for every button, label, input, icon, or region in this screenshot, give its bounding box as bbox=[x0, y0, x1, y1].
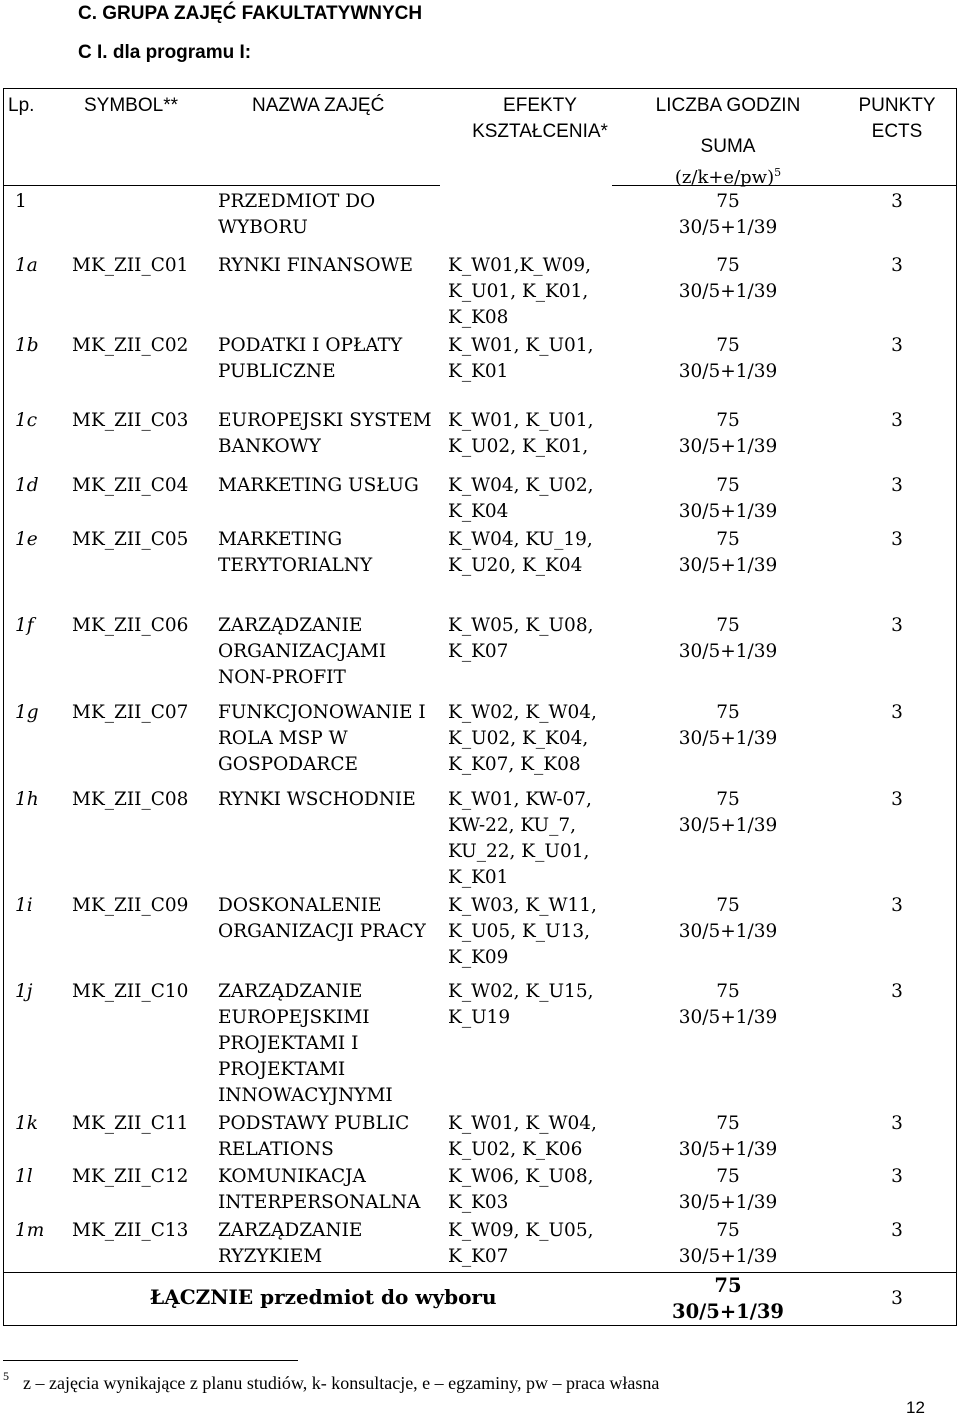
header-sum: SUMA bbox=[700, 136, 756, 157]
total-label: ŁĄCZNIE przedmiot do wyboru bbox=[150, 1285, 497, 1309]
row-effects: K_W01, KW-07, KW-22, KU_7, KU_22, K_U01, K_K01 bbox=[448, 789, 592, 888]
row-effects: K_W01, K_U01, K_K01 bbox=[448, 335, 594, 382]
row-name: RYNKI FINANSOWE bbox=[218, 255, 414, 276]
row-name: PODATKI I OPŁATY PUBLICZNE bbox=[218, 335, 403, 382]
row-effects: K_W01, K_U01, K_U02, K_K01, bbox=[448, 410, 594, 457]
row-symbol: MK_ZII_C09 bbox=[72, 895, 189, 916]
row-symbol: MK_ZII_C08 bbox=[72, 789, 189, 810]
row-hours: 75 30/5+1/39 bbox=[678, 1166, 778, 1213]
row-effects: K_W02, K_W04, K_U02, K_K04, K_K07, K_K08 bbox=[448, 702, 597, 775]
section-heading: C. GRUPA ZAJĘĆ FAKULTATYWNYCH bbox=[78, 3, 423, 24]
header-lp: Lp. bbox=[8, 95, 35, 116]
total-ects: 3 bbox=[891, 1288, 903, 1309]
footnote-separator bbox=[3, 1360, 298, 1361]
row-lp: 1m bbox=[15, 1220, 45, 1241]
row-ects: 3 bbox=[891, 981, 903, 1002]
row-ects: 3 bbox=[891, 475, 903, 496]
row-name: DOSKONALENIE ORGANIZACJI PRACY bbox=[218, 895, 426, 942]
row-hours: 75 30/5+1/39 bbox=[678, 702, 778, 749]
header-sum-sub: $(z/k+e/pw)^5$ bbox=[674, 166, 782, 188]
row-lp: 1i bbox=[15, 895, 33, 916]
header-effects: EFEKTY KSZTAŁCENIA* bbox=[472, 95, 608, 142]
row-hours: 75 30/5+1/39 bbox=[678, 255, 778, 302]
footnote: $^5$ z – zajęcia wynikające z planu studiów, k- konsultacje, e – egzaminy, pw – praca własna bbox=[3, 1369, 660, 1393]
row-lp: 1k bbox=[15, 1113, 38, 1134]
row-ects: 3 bbox=[891, 410, 903, 431]
row-symbol: MK_ZII_C12 bbox=[72, 1166, 189, 1187]
row-symbol: MK_ZII_C04 bbox=[72, 475, 189, 496]
row-symbol: MK_ZII_C10 bbox=[72, 981, 189, 1002]
row-ects: 3 bbox=[891, 1220, 903, 1241]
row-symbol: MK_ZII_C11 bbox=[72, 1113, 189, 1134]
row-hours: 75 30/5+1/39 bbox=[678, 475, 778, 522]
row-name: EUROPEJSKI SYSTEM BANKOWY bbox=[218, 410, 432, 457]
row-symbol: MK_ZII_C02 bbox=[72, 335, 189, 356]
header-ects: PUNKTY ECTS bbox=[858, 95, 936, 142]
page-number: 12 bbox=[906, 1398, 925, 1417]
row-hours: 75 30/5+1/39 bbox=[678, 615, 778, 662]
row-ects: 3 bbox=[891, 615, 903, 636]
row-ects: 3 bbox=[891, 1113, 903, 1134]
subsection-heading: C I. dla programu I: bbox=[78, 42, 252, 63]
row-name: ZARZĄDZANIE RYZYKIEM bbox=[218, 1220, 363, 1267]
row-lp: 1d bbox=[15, 475, 39, 496]
row-effects: K_W06, K_U08, K_K03 bbox=[448, 1166, 594, 1213]
header-name: NAZWA ZAJĘĆ bbox=[252, 95, 385, 116]
row-symbol: MK_ZII_C07 bbox=[72, 702, 189, 723]
row-hours: 75 30/5+1/39 bbox=[678, 981, 778, 1028]
row-ects: 3 bbox=[891, 1166, 903, 1187]
group-hours: 75 30/5+1/39 bbox=[678, 191, 778, 238]
row-hours: 75 30/5+1/39 bbox=[678, 895, 778, 942]
row-name: ZARZĄDZANIE EUROPEJSKIMI PROJEKTAMI I PROJEKTAMI INNOWACYJNYMI bbox=[218, 981, 393, 1106]
row-hours: 75 30/5+1/39 bbox=[678, 1113, 778, 1160]
row-lp: 1e bbox=[15, 529, 38, 550]
row-name: MARKETING USŁUG bbox=[218, 475, 419, 496]
row-ects: 3 bbox=[891, 789, 903, 810]
row-lp: 1h bbox=[15, 789, 39, 810]
total-hours: 75 30/5+1/39 bbox=[672, 1274, 784, 1323]
row-lp: 1j bbox=[15, 981, 33, 1002]
row-lp: 1l bbox=[15, 1166, 33, 1187]
row-effects: K_W09, K_U05, K_K07 bbox=[448, 1220, 594, 1267]
row-ects: 3 bbox=[891, 255, 903, 276]
header-symbol: SYMBOL** bbox=[84, 95, 178, 116]
row-name: PODSTAWY PUBLIC RELATIONS bbox=[218, 1113, 410, 1160]
row-effects: K_W03, K_W11, K_U05, K_U13, K_K09 bbox=[448, 895, 597, 968]
row-effects: K_W04, KU_19, K_U20, K_K04 bbox=[448, 529, 593, 576]
group-name: PRZEDMIOT DO WYBORU bbox=[218, 191, 376, 238]
row-effects: K_W02, K_U15, K_U19 bbox=[448, 981, 594, 1028]
group-ects: 3 bbox=[891, 191, 903, 212]
row-hours: 75 30/5+1/39 bbox=[678, 335, 778, 382]
row-lp: 1b bbox=[15, 335, 39, 356]
row-effects: K_W01,K_W09, K_U01, K_K01, K_K08 bbox=[448, 255, 592, 328]
row-name: FUNKCJONOWANIE I ROLA MSP W GOSPODARCE bbox=[218, 702, 426, 775]
row-lp: 1c bbox=[15, 410, 38, 431]
row-ects: 3 bbox=[891, 529, 903, 550]
row-effects: K_W01, K_W04, K_U02, K_K06 bbox=[448, 1113, 597, 1160]
header-hours: LICZBA GODZIN bbox=[655, 95, 801, 116]
row-lp: 1g bbox=[15, 702, 39, 723]
group-lp: 1 bbox=[15, 191, 27, 212]
row-hours: 75 30/5+1/39 bbox=[678, 410, 778, 457]
row-lp: 1a bbox=[15, 255, 38, 276]
row-symbol: MK_ZII_C01 bbox=[72, 255, 189, 276]
row-hours: 75 30/5+1/39 bbox=[678, 1220, 778, 1267]
row-effects: K_W04, K_U02, K_K04 bbox=[448, 475, 594, 522]
row-symbol: MK_ZII_C13 bbox=[72, 1220, 189, 1241]
row-name: RYNKI WSCHODNIE bbox=[218, 789, 416, 810]
row-name: ZARZĄDZANIE ORGANIZACJAMI NON-PROFIT bbox=[218, 615, 387, 688]
row-hours: 75 30/5+1/39 bbox=[678, 789, 778, 836]
row-name: KOMUNIKACJA INTERPERSONALNA bbox=[218, 1166, 421, 1213]
row-effects: K_W05, K_U08, K_K07 bbox=[448, 615, 594, 662]
row-ects: 3 bbox=[891, 895, 903, 916]
row-ects: 3 bbox=[891, 702, 903, 723]
row-symbol: MK_ZII_C03 bbox=[72, 410, 189, 431]
row-name: MARKETING TERYTORIALNY bbox=[218, 529, 373, 576]
row-ects: 3 bbox=[891, 335, 903, 356]
row-symbol: MK_ZII_C06 bbox=[72, 615, 189, 636]
row-symbol: MK_ZII_C05 bbox=[72, 529, 189, 550]
row-lp: 1f bbox=[15, 615, 34, 636]
row-hours: 75 30/5+1/39 bbox=[678, 529, 778, 576]
header-divider-left bbox=[3, 185, 440, 186]
